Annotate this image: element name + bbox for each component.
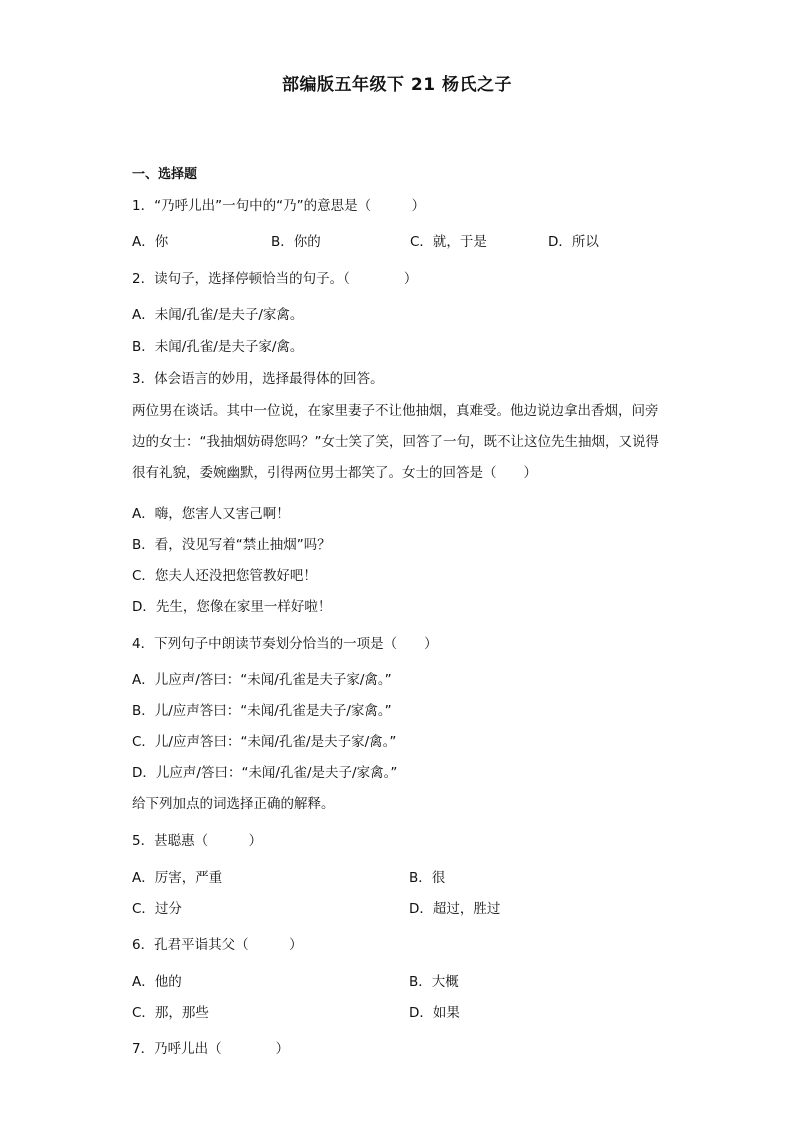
question-6-stem: 6．孔君平诣其父（ ） — [132, 937, 303, 953]
question-3-passage: 两位男在谈话。其中一位说，在家里妻子不让他抽烟，真难受。他边说边拿出香烟，问旁边的女士：“我抽烟妨碍您吗？”女士笑了笑，回答了一句，既不让这位先生抽烟，又说得很有礼貌，委婉幽默，引得两位男士都笑了。女士的回答是（ ） — [132, 403, 659, 481]
section-heading: 一、选择题 — [132, 167, 198, 182]
question-3-stem: 3．体会语言的妙用，选择最得体的回答。 — [132, 371, 384, 387]
question-7-stem: 7．乃呼儿出（ ） — [132, 1041, 290, 1057]
question-2-stem: 2．读句子，选择停顿恰当的句子。（ ） — [132, 271, 418, 287]
question-5-option-b: B．很 — [409, 870, 446, 886]
question-1-option-b: B．你的 — [271, 234, 321, 250]
question-3-option-a: A．嗨，您害人又害己啊！ — [132, 506, 290, 522]
question-3-option-b: B．看，没见写着“禁止抽烟”吗？ — [132, 537, 331, 553]
question-4-stem: 4．下列句子中朗读节奏划分恰当的一项是（ ） — [132, 636, 438, 652]
instruction-text: 给下列加点的词选择正确的解释。 — [132, 796, 335, 812]
question-5-option-a: A．厉害，严重 — [132, 870, 223, 886]
page-title: 部编版五年级下 21 杨氏之子 — [282, 75, 512, 95]
question-3-option-d: D．先生，您像在家里一样好啦！ — [132, 599, 332, 615]
question-1-option-a: A．你 — [132, 234, 169, 250]
question-1-option-d: D．所以 — [548, 234, 599, 250]
question-4-option-b: B．儿/应声答曰：“未闻/孔雀是夫子/家禽。” — [132, 703, 392, 719]
question-1-option-c: C．就，于是 — [410, 234, 487, 250]
question-3-option-c: C．您夫人还没把您管教好吧！ — [132, 568, 317, 584]
question-5-option-d: D．超过，胜过 — [409, 901, 501, 917]
question-6-option-b: B．大概 — [409, 974, 459, 990]
question-6-option-c: C．那，那些 — [132, 1005, 209, 1021]
question-5-option-c: C．过分 — [132, 901, 182, 917]
question-4-option-c: C．儿/应声答曰：“未闻/孔雀/是夫子家/禽。” — [132, 734, 397, 750]
question-2-option-b: B．未闻/孔雀/是夫子家/禽。 — [132, 339, 304, 355]
question-1-stem: 1．“乃呼儿出”一句中的“乃”的意思是（ ） — [132, 198, 426, 214]
question-6-option-a: A．他的 — [132, 974, 182, 990]
question-5-stem: 5．甚聪惠（ ） — [132, 833, 263, 849]
question-2-option-a: A．未闻/孔雀/是夫子/家禽。 — [132, 307, 304, 323]
question-4-option-d: D．儿应声/答曰：“未闻/孔雀/是夫子/家禽。” — [132, 765, 398, 781]
question-4-option-a: A．儿应声/答曰：“未闻/孔雀是夫子家/禽。” — [132, 672, 392, 688]
question-6-option-d: D．如果 — [409, 1005, 460, 1021]
